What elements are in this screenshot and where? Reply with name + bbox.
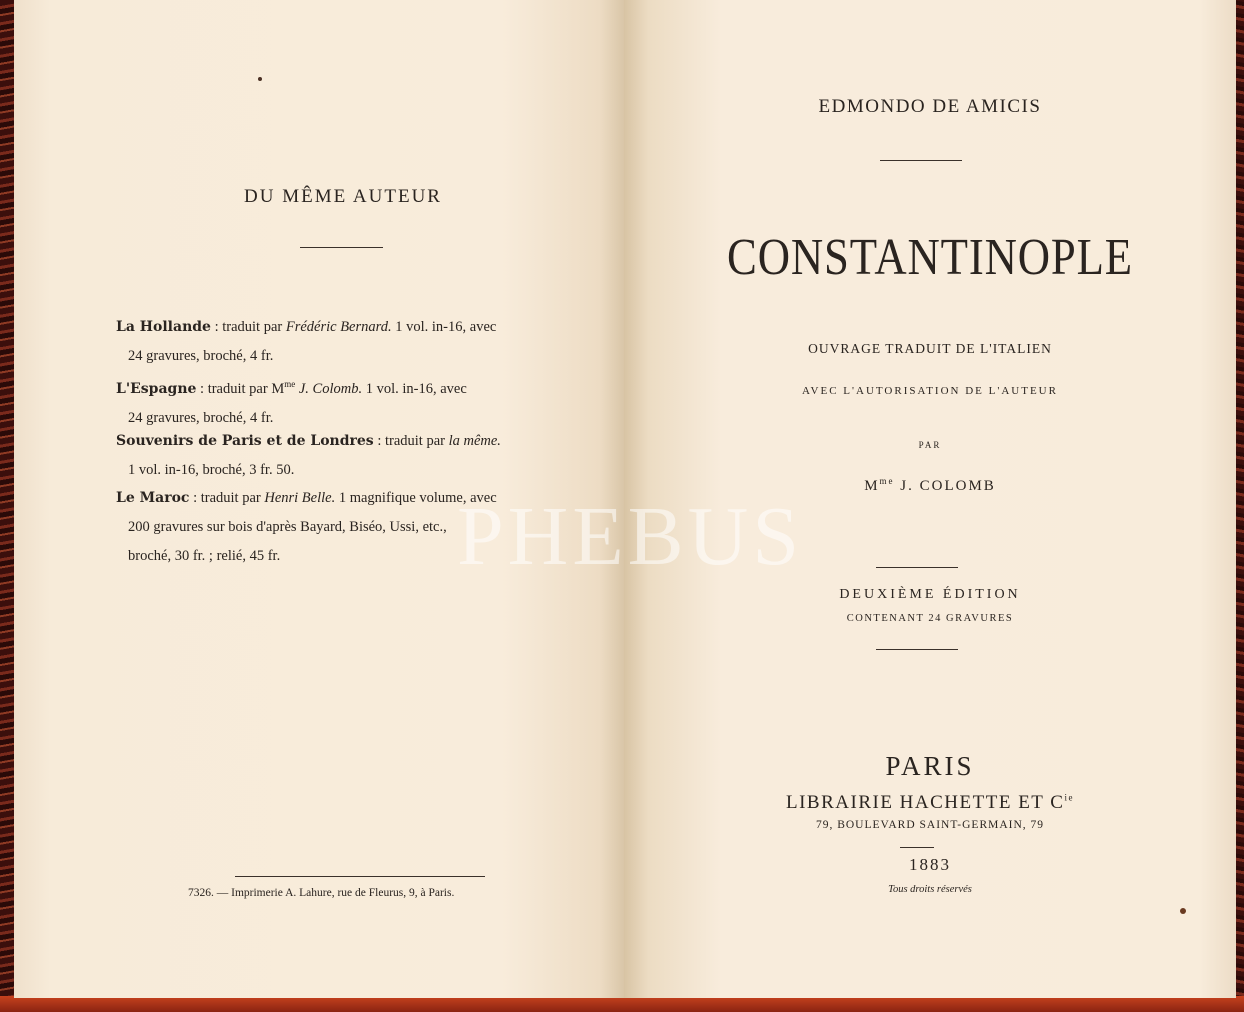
ink-spot <box>258 77 262 81</box>
entry-translator: Henri Belle. <box>264 490 336 506</box>
publication-city: PARIS <box>885 751 975 781</box>
entry-sup: me <box>284 379 296 389</box>
bibliography-entry <box>116 484 586 571</box>
entry-text: 200 gravures sur bois d'après Bayard, Biséo, Ussi, etc., <box>128 519 447 535</box>
edition-label: DEUXIÈME ÉDITION <box>839 587 1021 602</box>
entry-text: 1 vol. in-16, avec <box>362 380 467 397</box>
authorization-line: AVEC L'AUTORISATION DE L'AUTEUR <box>802 385 1058 397</box>
publisher-text: LIBRAIRIE HACHETTE ET C <box>786 792 1065 813</box>
printer-rule <box>235 876 485 877</box>
entry-title: L'Espagne <box>116 380 197 397</box>
entry-text: : traduit par M <box>196 380 285 397</box>
entry-translator: J. Colomb. <box>295 380 363 397</box>
book-title: CONSTANTINOPLE <box>727 229 1133 286</box>
entry-translator: Frédéric Bernard. <box>285 319 392 335</box>
left-page-heading: DU MÊME AUTEUR <box>244 186 442 207</box>
entry-text: : traduit par <box>189 490 265 506</box>
entry-text: 1 vol. in-16, broché, 3 fr. 50. <box>128 462 295 478</box>
book-binding-right <box>1236 0 1244 1012</box>
entry-text: 1 vol. in-16, avec <box>391 319 497 335</box>
entry-title: La Hollande <box>116 319 211 335</box>
translator-sup: me <box>879 476 895 486</box>
printer-colophon: 7326. — Imprimerie A. Lahure, rue de Fleurus, 9, à Paris. <box>188 887 455 899</box>
translator-prefix: M <box>864 478 880 494</box>
publisher-address: 79, BOULEVARD SAINT-GERMAIN, 79 <box>815 819 1045 831</box>
publisher-name <box>624 792 1236 814</box>
edition-rule-bottom <box>876 649 958 650</box>
entry-text: 1 magnifique volume, avec <box>335 490 497 506</box>
entry-title: Souvenirs de Paris et de Londres <box>116 433 374 449</box>
translator-surname: J. COLOMB <box>894 478 996 494</box>
entry-title: Le Maroc <box>116 490 190 506</box>
book-subtitle: OUVRAGE TRADUIT DE L'ITALIEN <box>808 341 1052 356</box>
entry-text: 24 gravures, broché, 4 fr. <box>128 409 274 426</box>
right-page <box>624 0 1236 998</box>
foxing-spot <box>1180 908 1186 914</box>
bibliography-entry <box>116 313 586 371</box>
book-author: EDMONDO DE AMICIS <box>818 96 1042 117</box>
entry-text: broché, 30 fr. ; relié, 45 fr. <box>128 548 281 564</box>
publisher-sup: ie <box>1064 792 1074 803</box>
entry-text: : traduit par <box>210 319 286 335</box>
contents-label: CONTENANT 24 GRAVURES <box>846 613 1014 624</box>
entry-text: : traduit par <box>373 433 449 449</box>
author-rule <box>880 160 962 161</box>
heading-rule <box>300 247 383 248</box>
bibliography-entry <box>116 427 586 485</box>
bibliography-entry <box>116 370 586 433</box>
publication-year: 1883 <box>909 855 951 874</box>
by-label: PAR <box>918 440 942 450</box>
entry-translator: la même. <box>448 433 501 449</box>
year-rule <box>900 847 934 848</box>
page-edge-bottom <box>0 996 1244 1012</box>
translator-name <box>624 476 1236 495</box>
edition-rule-top <box>876 567 958 568</box>
watermark: PHEBUS <box>456 490 804 583</box>
rights-notice: Tous droits réservés <box>888 884 972 895</box>
entry-text: 24 gravures, broché, 4 fr. <box>128 348 274 364</box>
